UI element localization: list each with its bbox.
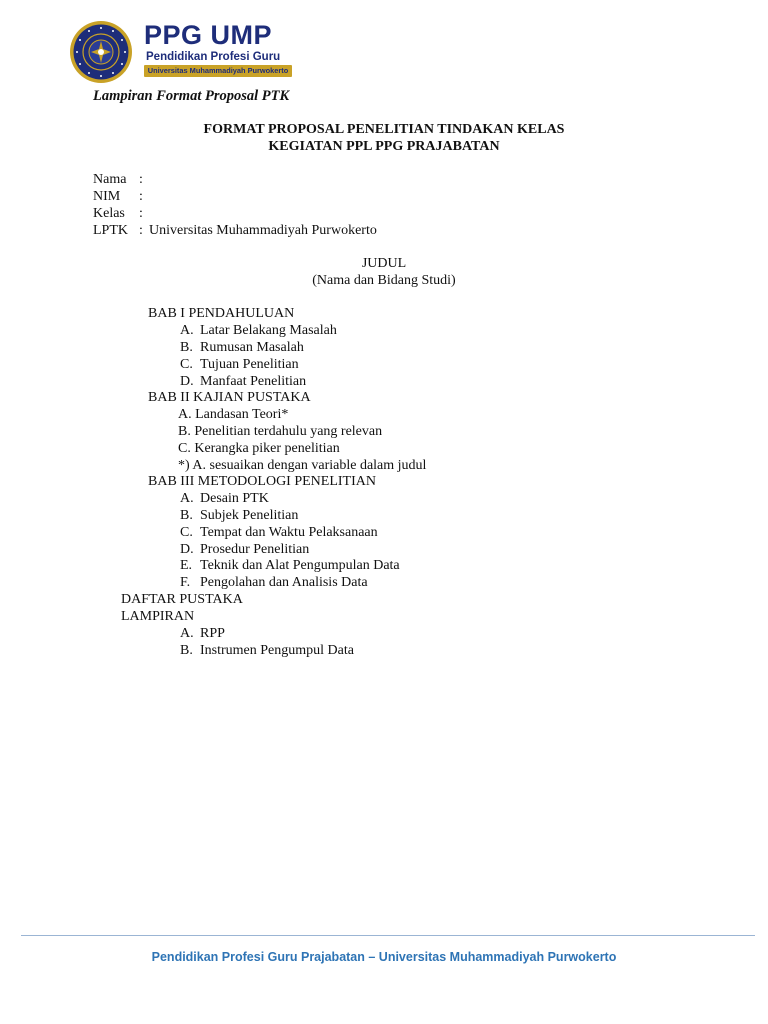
- list-item: [180, 490, 269, 507]
- field-separator: :: [139, 172, 143, 187]
- list-item: [180, 322, 337, 339]
- attachment-label: Lampiran Format Proposal PTK: [93, 88, 290, 104]
- list-item-text: Teknik dan Alat Pengumpulan Data: [200, 558, 400, 573]
- list-item: B. Penelitian terdahulu yang relevan: [178, 424, 383, 439]
- list-marker: A.: [180, 626, 194, 641]
- list-item: [180, 625, 225, 642]
- list-item: [180, 356, 299, 373]
- list-marker: B.: [180, 643, 193, 658]
- list-marker: B.: [180, 508, 193, 523]
- list-item-text: Prosedur Penelitian: [200, 542, 310, 557]
- list-item-text: Desain PTK: [200, 491, 269, 506]
- field-value-lptk: Universitas Muhammadiyah Purwokerto: [149, 223, 377, 238]
- list-item-text: Manfaat Penelitian: [200, 374, 307, 389]
- list-item: C. Kerangka piker penelitian: [178, 441, 340, 456]
- university-seal-icon: [69, 20, 133, 84]
- list-item-text: Tujuan Penelitian: [200, 357, 299, 372]
- list-item-text: Latar Belakang Masalah: [200, 323, 337, 338]
- list-item-text: RPP: [200, 626, 225, 641]
- list-marker: E.: [180, 558, 193, 573]
- field-label-kelas: Kelas: [93, 206, 125, 221]
- list-item-text: Rumusan Masalah: [200, 340, 304, 355]
- brand-university-banner: Universitas Muhammadiyah Purwokerto: [144, 65, 292, 77]
- footer-text: Pendidikan Profesi Guru Prajabatan – Universitas Muhammadiyah Purwokerto: [151, 950, 617, 964]
- list-item: [180, 524, 378, 541]
- daftar-pustaka-heading: DAFTAR PUSTAKA: [121, 592, 243, 607]
- judul-heading: JUDUL: [361, 256, 407, 271]
- list-item: [180, 574, 368, 591]
- list-marker: F.: [180, 575, 191, 590]
- list-marker: C.: [180, 525, 193, 540]
- field-label-nim: NIM: [93, 189, 121, 204]
- document-title-line-2: KEGIATAN PPL PPG PRAJABATAN: [268, 139, 500, 154]
- list-item: [180, 507, 298, 524]
- list-item: [180, 373, 306, 390]
- field-label-nama: Nama: [93, 172, 127, 187]
- document-title-line-1: FORMAT PROPOSAL PENELITIAN TINDAKAN KELAS: [203, 122, 565, 137]
- brand-title: PPG UMP: [144, 20, 273, 50]
- lampiran-heading: LAMPIRAN: [121, 609, 195, 624]
- bab-1-heading: BAB I PENDAHULUAN: [148, 306, 295, 321]
- list-item-text: Tempat dan Waktu Pelaksanaan: [200, 525, 378, 540]
- list-marker: D.: [180, 374, 194, 389]
- list-marker: D.: [180, 542, 194, 557]
- list-item: [180, 339, 304, 356]
- list-item: A. Landasan Teori*: [178, 407, 289, 422]
- list-item-text: Pengolahan dan Analisis Data: [200, 575, 368, 590]
- bab-2-heading: BAB II KAJIAN PUSTAKA: [148, 390, 311, 405]
- list-item-text: Instrumen Pengumpul Data: [200, 643, 354, 658]
- list-marker: C.: [180, 357, 193, 372]
- list-marker: A.: [180, 491, 194, 506]
- list-item: [180, 642, 354, 659]
- list-marker: A.: [180, 323, 194, 338]
- list-item: [180, 541, 309, 558]
- list-item: [180, 557, 400, 574]
- list-marker: B.: [180, 340, 193, 355]
- brand-subtitle: Pendidikan Profesi Guru: [146, 51, 281, 63]
- field-label-lptk: LPTK: [93, 223, 128, 238]
- bab-3-heading: BAB III METODOLOGI PENELITIAN: [148, 474, 376, 489]
- list-item-text: Subjek Penelitian: [200, 508, 299, 523]
- footer-divider: [21, 935, 755, 936]
- list-note: *) A. sesuaikan dengan variable dalam judul: [178, 458, 427, 473]
- field-separator: :: [139, 189, 143, 204]
- judul-subtitle: (Nama dan Bidang Studi): [312, 273, 456, 288]
- field-separator: :: [139, 206, 143, 221]
- field-separator: :: [139, 223, 143, 238]
